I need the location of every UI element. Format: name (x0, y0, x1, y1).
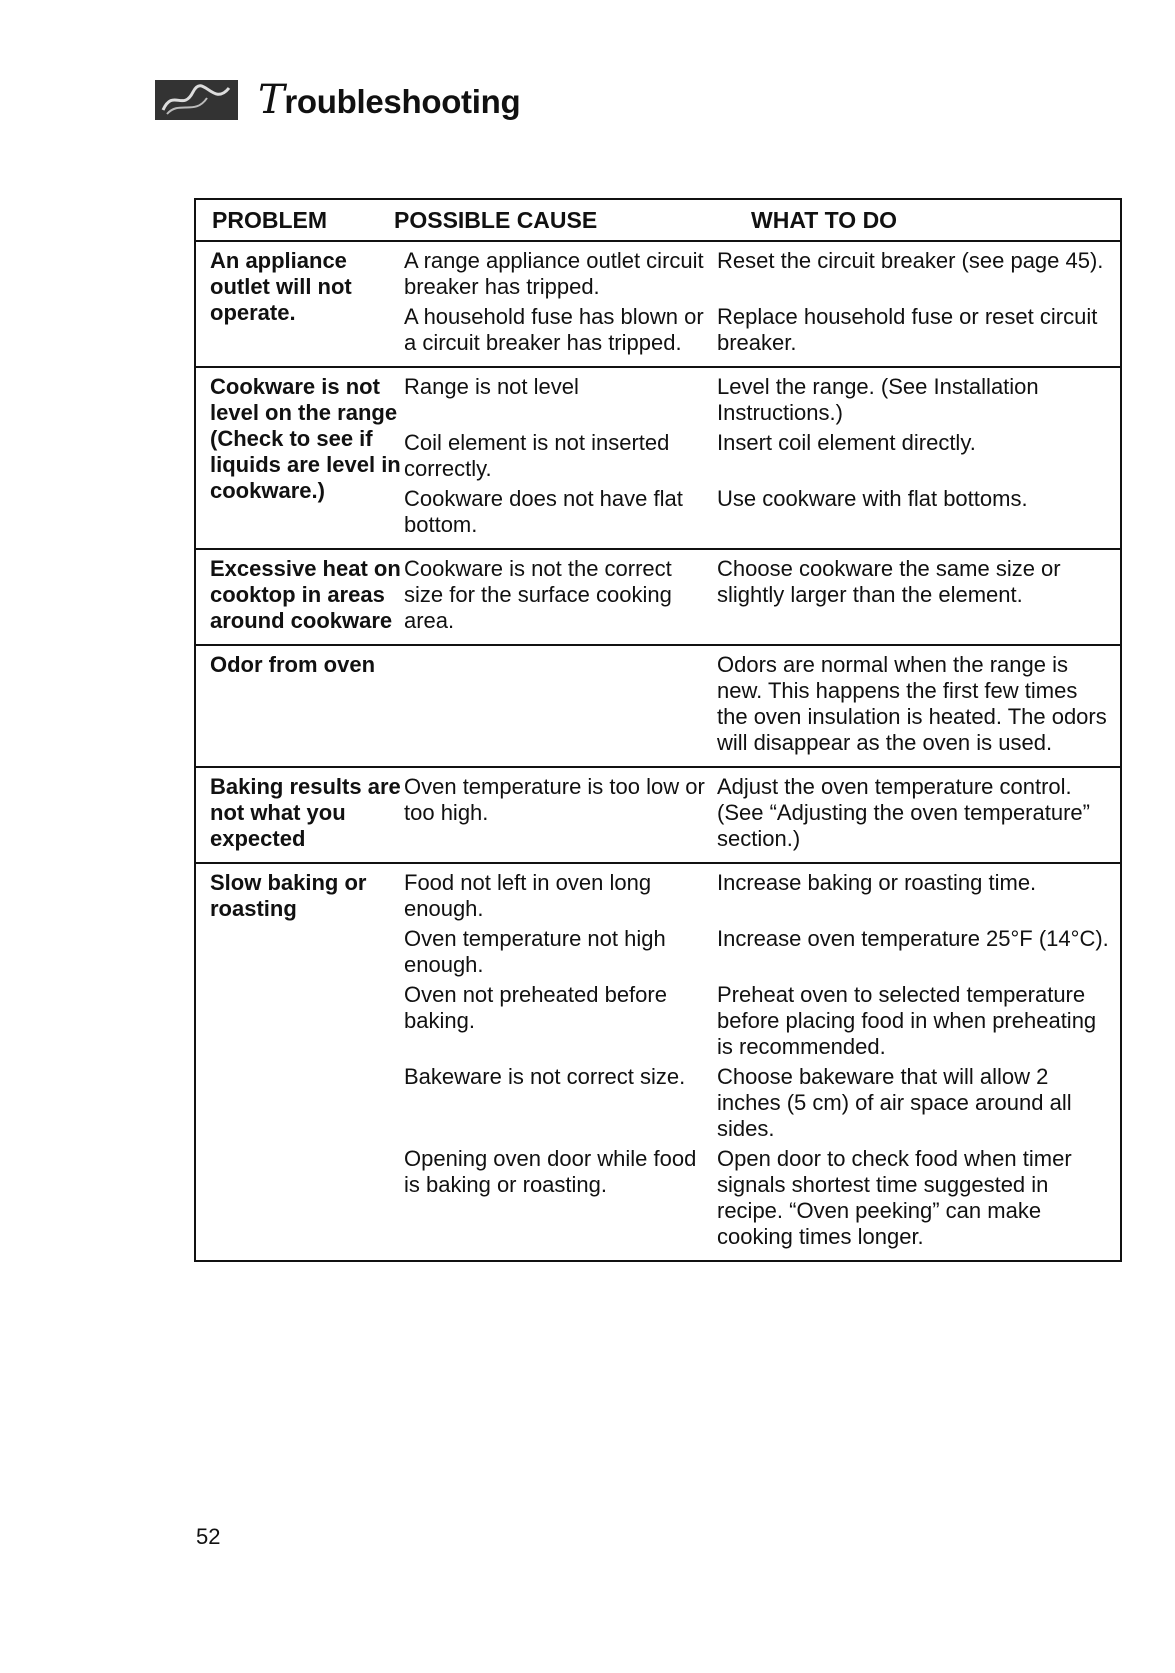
cause-solution-list (404, 652, 1120, 760)
table-header (196, 200, 1120, 242)
solution-cell: Level the range. (See Installation Instructions.) (717, 374, 1039, 425)
problem-cell: Excessive heat on cooktop in areas around cookware (210, 556, 401, 633)
solution-cell: Choose cookware the same size or slightly larger than the element. (717, 556, 1061, 607)
cause-cell: Cookware is not the correct size for the surface cooking area. (404, 556, 672, 633)
cause-cell: Oven temperature not high enough. (404, 926, 666, 977)
cause-solution-list (404, 870, 1120, 1254)
solution-cell: Open door to check food when timer signals shortest time suggested in recipe. “Oven peeking” can make cooking times longer. (717, 1146, 1072, 1249)
cause-solution-pair (404, 926, 1120, 978)
troubleshooting-table (194, 198, 1122, 1262)
table-row (196, 646, 1120, 768)
page-title (258, 77, 520, 123)
cause-cell (404, 652, 717, 756)
table-row (196, 242, 1120, 368)
cause-solution-list (404, 556, 1120, 638)
problem-cell: Odor from oven (210, 652, 376, 677)
title-initial: T (258, 77, 285, 123)
solution-cell: Use cookware with flat bottoms. (717, 486, 1028, 511)
problem-cell: Cookware is not level on the range (Check to see if liquids are level in cookware.) (210, 374, 401, 503)
solution-cell: Odors are normal when the range is new. This happens the first few times the oven insulation is heated. The odors will disappear as the oven is used. (717, 652, 1107, 755)
problem-cell: Slow baking or roasting (210, 870, 367, 921)
cause-solution-pair (404, 374, 1120, 426)
cause-solution-pair (404, 556, 1120, 634)
solution-cell: Insert coil element directly. (717, 430, 976, 455)
cause-solution-pair (404, 248, 1120, 300)
cause-cell: Food not left in oven long enough. (404, 870, 652, 921)
solution-cell: Increase baking or roasting time. (717, 870, 1037, 895)
problem-cell: An appliance outlet will not operate. (210, 248, 352, 325)
cause-solution-pair (404, 486, 1120, 538)
title-rest: roubleshooting (284, 83, 521, 120)
problem-cell: Baking results are not what you expected (210, 774, 401, 851)
cause-cell: A range appliance outlet circuit breaker has tripped. (404, 248, 704, 299)
cause-solution-pair (404, 1064, 1120, 1142)
cause-cell: A household fuse has blown or a circuit breaker has tripped. (404, 304, 704, 355)
cause-solution-list (404, 774, 1120, 856)
brand-logo-icon (155, 80, 238, 120)
cause-solution-pair (404, 870, 1120, 922)
cause-solution-list (404, 248, 1120, 360)
table-body (196, 242, 1120, 1260)
cause-solution-pair (404, 430, 1120, 482)
cause-solution-pair (404, 304, 1120, 356)
cause-solution-pair (404, 1146, 1120, 1250)
cause-cell: Range is not level (404, 374, 579, 399)
table-row (196, 368, 1120, 550)
page-header (155, 70, 520, 130)
cause-cell: Oven temperature is too low or too high. (404, 774, 705, 825)
cause-cell: Coil element is not inserted correctly. (404, 430, 670, 481)
header-problem: PROBLEM (212, 206, 327, 233)
cause-cell: Bakeware is not correct size. (404, 1064, 686, 1089)
cause-cell: Oven not preheated before baking. (404, 982, 667, 1033)
solution-cell: Increase oven temperature 25°F (14°C). (717, 926, 1109, 951)
solution-cell: Preheat oven to selected temperature before placing food in when preheating is recommended. (717, 982, 1097, 1059)
cause-solution-pair (404, 982, 1120, 1060)
cause-solution-pair (404, 652, 1120, 756)
solution-cell: Adjust the oven temperature control. (See “Adjusting the oven temperature” section.) (717, 774, 1090, 851)
cause-solution-pair (404, 774, 1120, 852)
cause-cell: Opening oven door while food is baking or roasting. (404, 1146, 697, 1197)
table-row (196, 550, 1120, 646)
solution-cell: Reset the circuit breaker (see page 45). (717, 248, 1104, 273)
table-row (196, 768, 1120, 864)
cause-cell: Cookware does not have flat bottom. (404, 486, 683, 537)
header-cause: POSSIBLE CAUSE (394, 206, 598, 233)
header-todo: WHAT TO DO (751, 206, 898, 233)
cause-solution-list (404, 374, 1120, 542)
table-row (196, 864, 1120, 1260)
solution-cell: Choose bakeware that will allow 2 inches (5 cm) of air space around all sides. (717, 1064, 1072, 1141)
page-number: 52 (196, 1524, 221, 1549)
solution-cell: Replace household fuse or reset circuit breaker. (717, 304, 1098, 355)
